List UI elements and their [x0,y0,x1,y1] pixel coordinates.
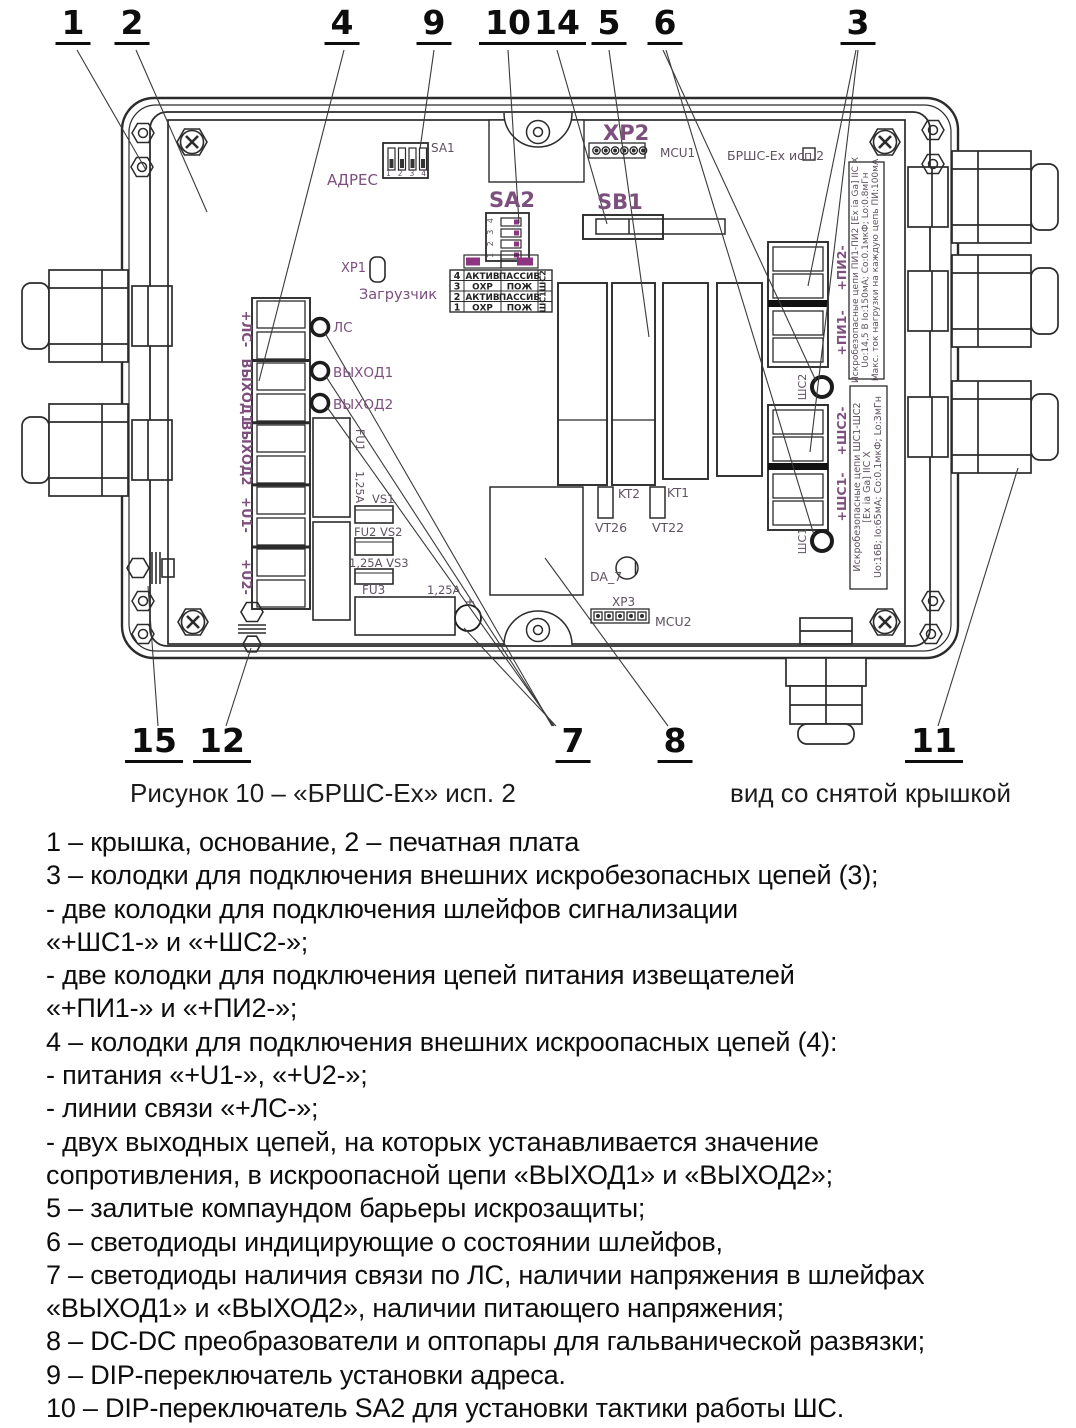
svg-text:АКТИВ: АКТИВ [465,293,500,303]
svg-text:1 2 3 4: 1 2 3 4 [386,169,426,178]
svg-text:АКТИВ: АКТИВ [465,272,500,282]
xp1-connector [370,257,385,282]
legend-line: 4 – колодки для подключения внешних искроопасных цепей (4): [46,1026,838,1057]
barrier-blocks [490,283,762,595]
svg-text:VT26: VT26 [595,520,628,535]
callout-9: 9 [417,6,452,45]
svg-text:2: 2 [453,292,461,303]
legend-line: 10 – DIP-переключатель SA2 для установки тактики работы ШС. [46,1393,845,1424]
svg-text:+ШС1-: +ШС1- [834,472,849,522]
svg-text:ПОЖ: ПОЖ [506,282,533,293]
svg-text:4: 4 [453,271,461,282]
svg-text:ШС1: ШС1 [538,291,548,313]
svg-text:DA_7: DA_7 [590,569,623,584]
svg-text:FU1: FU1 [353,428,367,452]
svg-text:Искробезопасные цепи ШС1-ШС2: Искробезопасные цепи ШС1-ШС2 [852,402,863,572]
legend-line: - две колодки для подключения цепей питания извещателей [46,960,795,991]
svg-text:ПАССИВ: ПАССИВ [498,293,541,303]
svg-text:ШС2: ШС2 [796,373,809,401]
legend-line: «+ПИ1-» и «+ПИ2-»; [46,993,298,1024]
svg-text:ВЫХОД1: ВЫХОД1 [333,365,394,381]
svg-text:SA1: SA1 [431,141,455,155]
callout-6: 6 [648,6,683,45]
terminal-block-shs [768,405,828,530]
legend-line: «+ШС1-» и «+ШС2-»; [46,926,309,957]
callout-4: 4 [325,6,360,45]
svg-text:ВЫХОД2: ВЫХОД2 [238,420,253,486]
svg-text:ШС2: ШС2 [538,270,548,292]
svg-text:ЛС: ЛС [333,320,353,336]
xp3-connector [591,609,649,623]
legend-line: 8 – DC-DC преобразователи и оптопары для гальванической развязки; [46,1326,925,1357]
svg-text:+U1-: +U1- [238,497,253,533]
legend-line: 9 – DIP-переключатель установки адреса. [46,1359,566,1390]
pcb [168,120,905,644]
svg-text:SA2: SA2 [489,188,535,212]
svg-text:1,25A: 1,25A [427,583,461,597]
svg-text:1: 1 [453,302,461,314]
callout-12: 12 [193,724,251,763]
legend-line: 7 – светодиоды наличия связи по ЛС, наличии напряжения в шлейфах [46,1259,925,1290]
svg-text:FU2 VS2: FU2 VS2 [354,525,403,539]
legend-line: - питания «+U1-», «+U2-»; [46,1060,368,1091]
legend-line: «ВЫХОД1» и «ВЫХОД2», наличии питающего напряжения; [46,1293,784,1324]
legend-line: сопротивления, в искроопасной цепи «ВЫХОД1» и «ВЫХОД2»; [46,1159,833,1190]
svg-text:3: 3 [453,281,461,293]
legend-line: 3 – колодки для подключения внешних искробезопасных цепей (3); [46,860,879,891]
callout-2: 2 [115,6,150,45]
legend-line: 1 – крышка, основание, 2 – печатная плата [46,827,580,857]
svg-text:+ПИ1-: +ПИ1- [834,310,849,356]
svg-text:ОХР: ОХР [472,282,493,293]
svg-text:MCU1: MCU1 [660,146,696,160]
svg-text:ПОЖ: ПОЖ [506,303,533,314]
sa2-mode-table [450,255,552,312]
terminal-block-pi [768,242,828,367]
figure-caption: Рисунок 10 – «БРШС-Ex» исп. 2 [130,778,516,808]
svg-text:+: + [464,595,476,610]
callout-3: 3 [841,6,876,45]
svg-text:1,25A: 1,25A [353,470,366,504]
svg-text:Макс. ток нагрузки на каждую ц: Макс. ток нагрузки на каждую цепь ПИ:100мА [871,158,881,382]
svg-text:1 2 3 4: 1 2 3 4 [486,218,495,258]
callout-5: 5 [592,6,627,45]
svg-text:АДРЕС: АДРЕС [327,171,378,189]
svg-text:Uo:16В; Io:65мА; Co:0.1мкФ; Lo: Uo:16В; Io:65мА; Co:0.1мкФ; Lo:3мГн [873,396,884,578]
svg-text:XP2: XP2 [603,121,650,145]
svg-text:+U2-: +U2- [238,559,253,595]
legend-line: - две колодки для подключения шлейфов сигнализации [46,893,738,924]
svg-text:XP1: XP1 [340,261,366,276]
svg-text:ВЫХОД1: ВЫХОД1 [238,358,253,424]
xp2-connector [589,143,647,158]
callout-1: 1 [56,6,91,45]
svg-text:ВЫХОД2: ВЫХОД2 [333,397,394,413]
svg-text:VT22: VT22 [652,520,685,535]
svg-text:SB1: SB1 [597,190,643,214]
svg-text:Загрузчик: Загрузчик [359,287,438,303]
legend [46,826,1060,1425]
svg-text:ОХР: ОХР [472,303,493,314]
svg-text:KT2: KT2 [618,487,640,501]
legend-line: 5 – залитые компаундом барьеры искрозащиты; [46,1193,646,1224]
callout-14: 14 [528,6,586,45]
callout-11: 11 [905,724,963,763]
legend-line: - двух выходных цепей, на которых устанавливается значение [46,1126,819,1157]
mount-boss-bottom [504,611,572,645]
svg-text:1,25A VS3: 1,25A VS3 [349,556,409,570]
callout-10: 10 [479,6,537,45]
callout-7: 7 [556,724,591,763]
svg-text:MCU2: MCU2 [655,614,692,629]
sb1-button[interactable] [583,215,725,239]
figure-caption-view: вид со снятой крышкой [730,778,1011,808]
svg-text:FU3: FU3 [362,583,386,597]
legend-line: 6 – светодиоды индицирующие о состоянии шлейфов, [46,1226,723,1257]
legend-line: - линии связи «+ЛС-»; [46,1093,319,1124]
component-labels [238,121,884,629]
terminal-block-left [252,298,310,609]
cable-gland-bottom [786,618,866,744]
svg-text:БРШС-Ex исп.2: БРШС-Ex исп.2 [727,148,825,163]
svg-text:Uo:14,5 В Io:150мА; Co:0.1мкФ;: Uo:14,5 В Io:150мА; Co:0.1мкФ; Lo:0.8мГн [861,172,871,368]
svg-text:Искробезопасные цепи ПИ1-ПИ2 [: Искробезопасные цепи ПИ1-ПИ2 [Ex ia Ga] IIC X [851,156,861,384]
svg-text:VS1: VS1 [372,492,395,506]
svg-text:XP3: XP3 [612,595,636,609]
callout-8: 8 [658,724,693,763]
svg-text:ШС1: ШС1 [796,527,809,555]
callout-15: 15 [125,724,183,763]
svg-text:KT1: KT1 [667,486,689,500]
svg-text:[Ex ia Ga] IIC X: [Ex ia Ga] IIC X [862,451,873,523]
svg-text:+ЛС-: +ЛС- [238,310,253,348]
svg-text:ПАССИВ: ПАССИВ [498,272,541,282]
svg-text:+ШС2-: +ШС2- [834,406,849,456]
svg-text:+ПИ2-: +ПИ2- [834,245,849,291]
